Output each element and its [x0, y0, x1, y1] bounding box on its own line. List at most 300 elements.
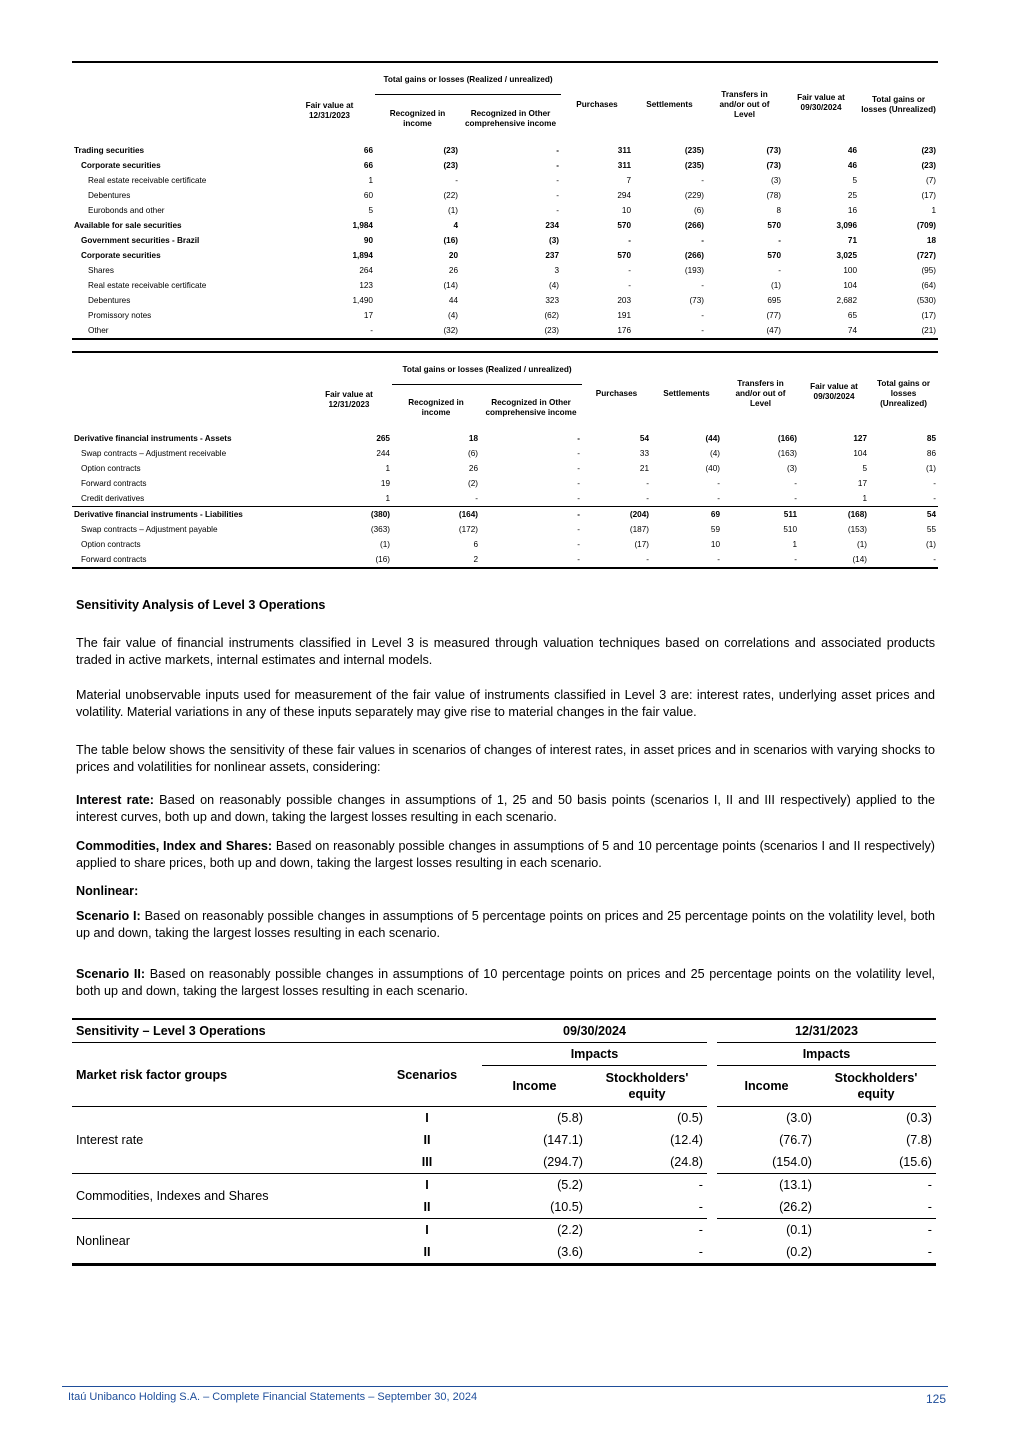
cell-value: (380) [306, 507, 392, 523]
income-current: (5.8) [482, 1107, 587, 1130]
cell-value: 104 [843, 281, 858, 290]
cell-value: - [633, 323, 706, 339]
level3-derivatives-table [72, 351, 938, 569]
row-label: Forward contracts [81, 479, 147, 488]
cell-value: 6 [473, 540, 478, 549]
scenario-label: II [372, 1241, 482, 1265]
table-row [72, 233, 938, 248]
table2-body [72, 431, 938, 568]
header-gains-group: Total gains or losses (Realized / unrealized) [375, 62, 561, 95]
cell-value: - [794, 494, 798, 503]
row-label: Available for sale securities [74, 221, 182, 230]
cell-value: (168) [799, 507, 869, 523]
cell-value: 10 [710, 540, 721, 549]
gap [707, 1107, 717, 1130]
cell-value: 323 [545, 296, 560, 305]
income-prior: (0.2) [717, 1241, 816, 1265]
cell-value: 264 [359, 266, 373, 275]
risk-group-label: Interest rate [72, 1107, 372, 1174]
row-label: Debentures [88, 296, 131, 305]
cell-value: 85 [926, 434, 937, 443]
cell-value: 1 [862, 494, 868, 503]
cell-value: 127 [853, 434, 868, 443]
equity-prior: (7.8) [906, 1133, 932, 1147]
cell-value: (4) [710, 449, 721, 458]
row-label: Derivative financial instruments - Assets [74, 434, 232, 443]
level3-securities-table [72, 61, 938, 340]
cell-value: 16 [847, 206, 858, 215]
table-row [72, 552, 938, 568]
text-scenario-2: Based on reasonably possible changes in assumptions of 10 percentage points on prices and 25 percentage points on the volatility level, both up and down, taking the largest losses resulting in each scenario. [76, 967, 936, 998]
gap [707, 1043, 717, 1066]
cell-value: (17) [921, 311, 937, 320]
equity-current: - [698, 1200, 703, 1214]
cell-value: - [582, 552, 651, 568]
cell-value: 3,096 [836, 221, 858, 230]
row-label: Option contracts [81, 540, 141, 549]
cell-value: (187) [629, 525, 650, 534]
cell-value: 570 [767, 221, 782, 230]
cell-value: 33 [639, 449, 650, 458]
cell-value: (4) [549, 281, 560, 290]
cell-value: - [869, 552, 938, 568]
scenario-label: III [421, 1155, 433, 1169]
gap [707, 1196, 717, 1219]
table-row [72, 476, 938, 491]
table-row [72, 188, 938, 203]
income-current-header: Income [482, 1066, 587, 1107]
label-scenario-1: Scenario I: [76, 909, 141, 923]
cell-value: (363) [370, 525, 390, 534]
cell-value: - [577, 434, 581, 443]
table1-body [72, 143, 938, 339]
risk-group-label: Commodities, Indexes and Shares [72, 1174, 372, 1219]
equity-current: - [587, 1219, 707, 1242]
cell-value: 69 [651, 507, 722, 523]
header-fv-start: Fair value at 12/31/2023 [284, 62, 375, 143]
row-label: Forward contracts [72, 552, 306, 568]
cell-value: - [794, 479, 798, 488]
cell-value: - [778, 266, 782, 275]
cell-value: - [577, 449, 581, 458]
paragraph-interest-rate [76, 792, 935, 826]
cell-value: (47) [706, 323, 783, 339]
cell-value: 3,025 [836, 251, 858, 260]
cell-value: - [651, 552, 722, 568]
header-blank [72, 62, 284, 143]
risk-group-label: Nonlinear [72, 1219, 372, 1265]
cell-value: (16) [306, 552, 392, 568]
cell-value: (23) [443, 161, 458, 170]
row-label: Trading securities [74, 146, 145, 155]
equity-current: - [587, 1241, 707, 1265]
cell-value: (4) [447, 311, 458, 320]
cell-value: 5 [862, 464, 868, 473]
income-current: (2.2) [482, 1219, 587, 1242]
cell-value: (1) [857, 540, 868, 549]
cell-value: 46 [847, 161, 858, 170]
scenario-label: II [423, 1200, 431, 1214]
cell-value: 234 [545, 221, 560, 230]
cell-value: (727) [916, 251, 937, 260]
cell-value: - [628, 236, 632, 245]
equity-current: - [587, 1174, 707, 1197]
cell-value: (1) [771, 281, 782, 290]
cell-value: 4 [453, 221, 458, 230]
label-nonlinear: Nonlinear: [76, 884, 139, 898]
cell-value: 59 [710, 525, 721, 534]
row-label: Real estate receivable certificate [88, 281, 207, 290]
cell-value: (62) [544, 311, 560, 320]
cell-value: 54 [869, 507, 938, 523]
scenario-label: I [372, 1107, 482, 1130]
header-fv-end: Fair value at 09/30/2024 [783, 62, 859, 143]
gap [707, 1019, 717, 1043]
cell-value: 1 [385, 464, 390, 473]
cell-value: (7) [926, 176, 937, 185]
header-recognized-income: Recognized in income [408, 398, 464, 417]
market-risk-header: Market risk factor groups [76, 1067, 228, 1082]
table-row [72, 491, 938, 507]
cell-value: (14) [799, 552, 869, 568]
paragraph-2: Material unobservable inputs used for measurement of the fair value of instruments classified in Level 3 are: interest rates, underlying asset prices and volatility. Material variations in any of these inputs separately may give rise to material changes in the fair value. [76, 688, 935, 719]
paragraph-3: The table below shows the sensitivity of these fair values in scenarios of changes of interest rates, in asset prices and in scenarios with varying shocks to prices and volatilities for nonlinear assets, considering: [76, 743, 935, 774]
label-scenario-2: Scenario II: [76, 967, 146, 981]
table-row [72, 507, 938, 523]
cell-value: 176 [561, 323, 633, 339]
cell-value: 123 [359, 281, 373, 290]
paragraph-commodities [76, 838, 935, 872]
cell-value: - [628, 266, 632, 275]
cell-value: 19 [380, 479, 390, 488]
row-label: Promissory notes [88, 311, 152, 320]
cell-value: (235) [684, 146, 705, 155]
row-label: Other [72, 323, 284, 339]
cell-value: - [455, 176, 458, 185]
cell-value: (16) [443, 236, 458, 245]
gap [707, 1241, 717, 1265]
cell-value: 570 [767, 251, 782, 260]
income-prior: (76.7) [779, 1133, 812, 1147]
impacts-current: Impacts [482, 1043, 707, 1066]
sensitivity-table [72, 1018, 936, 1266]
cell-value: 203 [617, 296, 632, 305]
cell-value: (32) [375, 323, 460, 339]
cell-value: (23) [443, 146, 458, 155]
header-settlements: Settlements [651, 352, 722, 431]
cell-value: (44) [705, 434, 721, 443]
cell-value: 2,682 [836, 296, 858, 305]
cell-value: - [933, 479, 937, 488]
table-row [72, 293, 938, 308]
cell-value: 511 [722, 507, 799, 523]
gap [707, 1066, 717, 1107]
cell-value: (23) [921, 161, 937, 170]
cell-value: - [556, 191, 560, 200]
cell-value: (17) [921, 191, 937, 200]
cell-value: 54 [639, 434, 650, 443]
date-current: 09/30/2024 [482, 1019, 707, 1043]
cell-value: (3) [771, 176, 782, 185]
cell-value: - [717, 494, 721, 503]
cell-value: 1 [792, 540, 798, 549]
cell-value: (6) [467, 449, 478, 458]
cell-value: 71 [847, 236, 858, 245]
sensitivity-title: Sensitivity – Level 3 Operations [72, 1019, 482, 1043]
cell-value: 510 [783, 525, 798, 534]
cell-value: - [701, 311, 705, 320]
cell-value: - [701, 176, 705, 185]
cell-value: 7 [626, 176, 632, 185]
section-heading: Sensitivity Analysis of Level 3 Operations [76, 598, 326, 612]
header-transfers: Transfers in and/or out of Level [722, 352, 799, 431]
cell-value: (73) [766, 161, 782, 170]
table-row [72, 308, 938, 323]
sensitivity-body [72, 1107, 936, 1265]
equity-prior: - [816, 1241, 936, 1265]
cell-value: (1) [926, 464, 937, 473]
cell-value: 1 [931, 206, 937, 215]
cell-value: 10 [621, 206, 632, 215]
cell-value: (1) [926, 540, 937, 549]
paragraph-1: The fair value of financial instruments classified in Level 3 is measured through valuation techniques based on correlations and associated products traded in active markets, internal estimates and internal models. [76, 636, 935, 667]
table-row [72, 1174, 936, 1197]
cell-value: 17 [857, 479, 868, 488]
cell-value: 21 [639, 464, 650, 473]
header-total-gains: Total gains or losses (Unrealized) [859, 62, 938, 143]
cell-value: 86 [926, 449, 937, 458]
row-label: Credit derivatives [81, 494, 145, 503]
table-row [72, 263, 938, 278]
cell-value: (153) [847, 525, 868, 534]
cell-value: (73) [689, 296, 705, 305]
cell-value: (166) [777, 434, 798, 443]
table-row [72, 278, 938, 293]
income-prior: (0.1) [717, 1219, 816, 1242]
scenario-label: II [423, 1133, 431, 1147]
equity-current-header: Stockholders' equity [587, 1066, 707, 1107]
cell-value: 60 [363, 191, 373, 200]
cell-value: - [646, 494, 650, 503]
income-current: (5.2) [482, 1174, 587, 1197]
cell-value: (17) [634, 540, 650, 549]
cell-value: 1 [368, 176, 373, 185]
header-transfers: Transfers in and/or out of Level [706, 62, 783, 143]
cell-value: (204) [582, 507, 651, 523]
cell-value: - [556, 146, 560, 155]
cell-value: 191 [617, 311, 632, 320]
equity-prior: (15.6) [899, 1155, 932, 1169]
cell-value: 265 [376, 434, 390, 443]
row-label: Eurobonds and other [88, 206, 165, 215]
cell-value: (14) [443, 281, 458, 290]
table-row [72, 461, 938, 476]
income-current: (294.7) [543, 1155, 583, 1169]
cell-value: - [556, 206, 560, 215]
cell-value: (193) [684, 266, 705, 275]
income-current: (10.5) [550, 1200, 583, 1214]
text-commodities: Based on reasonably possible changes in assumptions of 5 and 10 percentage points (scenarios I and II respectively) applied to share prices, both up and down, taking the largest losses resulting in each scenario. [76, 839, 935, 870]
row-label: Corporate securities [81, 251, 161, 260]
cell-value: 237 [545, 251, 560, 260]
header-recognized-oci: Recognized in Other comprehensive income [485, 398, 577, 417]
equity-current: (24.8) [670, 1155, 703, 1169]
equity-prior: - [927, 1200, 932, 1214]
row-label: Option contracts [81, 464, 141, 473]
equity-current: (12.4) [670, 1133, 703, 1147]
cell-value: (3) [549, 236, 560, 245]
label-interest-rate: Interest rate: [76, 793, 154, 807]
cell-value: - [480, 552, 582, 568]
cell-value: (64) [921, 281, 937, 290]
scenario-label: I [372, 1174, 482, 1197]
cell-value: - [577, 540, 581, 549]
table-row [72, 158, 938, 173]
cell-value: (530) [916, 296, 937, 305]
equity-prior: - [816, 1219, 936, 1242]
text-scenario-1: Based on reasonably possible changes in assumptions of 5 percentage points on prices and 25 percentage points on the volatility level, both up and down, taking the largest losses resulting in each scenario. [76, 909, 936, 940]
cell-value: 65 [847, 311, 858, 320]
equity-prior: (0.3) [816, 1107, 936, 1130]
cell-value: - [646, 479, 650, 488]
cell-value: 66 [363, 161, 373, 170]
cell-value: (78) [766, 191, 782, 200]
cell-value: - [717, 479, 721, 488]
table-row [72, 218, 938, 233]
cell-value: 46 [847, 146, 858, 155]
gap [707, 1219, 717, 1242]
cell-value: 26 [448, 266, 458, 275]
cell-value: 244 [376, 449, 390, 458]
cell-value: (266) [684, 221, 705, 230]
paragraph-scenario-1 [76, 908, 935, 942]
cell-value: 570 [617, 221, 632, 230]
cell-value: 3 [554, 266, 560, 275]
cell-value: (95) [921, 266, 937, 275]
income-prior-header: Income [717, 1066, 816, 1107]
cell-value: 294 [617, 191, 632, 200]
cell-value: 74 [783, 323, 859, 339]
table-row [72, 323, 938, 339]
header-fv-end: Fair value at 09/30/2024 [799, 352, 869, 431]
cell-value: - [722, 552, 799, 568]
date-prior: 12/31/2023 [717, 1019, 936, 1043]
header-fv-start: Fair value at 12/31/2023 [306, 352, 392, 431]
cell-value: 570 [617, 251, 632, 260]
paragraph-scenario-2 [76, 966, 935, 1000]
row-label: Corporate securities [81, 161, 161, 170]
table-row [72, 248, 938, 263]
impacts-prior: Impacts [717, 1043, 936, 1066]
cell-value: (40) [705, 464, 721, 473]
page-number: 125 [925, 1392, 946, 1406]
cell-value: - [701, 236, 705, 245]
cell-value: 18 [926, 236, 937, 245]
cell-value: (3) [787, 464, 798, 473]
footer-rule [62, 1386, 948, 1387]
paragraph-nonlinear [76, 883, 935, 900]
gap [707, 1129, 717, 1151]
cell-value: (6) [694, 206, 705, 215]
cell-value: 5 [852, 176, 858, 185]
cell-value: - [480, 507, 582, 523]
cell-value: - [577, 464, 581, 473]
equity-prior-header: Stockholders' equity [816, 1066, 936, 1107]
cell-value: - [701, 281, 705, 290]
row-label: Shares [88, 266, 114, 275]
table-row [72, 537, 938, 552]
table-row [72, 203, 938, 218]
cell-value: (73) [766, 146, 782, 155]
table-row [72, 173, 938, 188]
label-commodities: Commodities, Index and Shares: [76, 839, 273, 853]
row-label: Swap contracts – Adjustment payable [81, 525, 218, 534]
cell-value: (22) [443, 191, 458, 200]
header-gains-group: Total gains or losses (Realized / unrealized) [392, 352, 582, 385]
income-current: (147.1) [543, 1133, 583, 1147]
income-prior: (26.2) [779, 1200, 812, 1214]
row-label: Swap contracts – Adjustment receivable [81, 449, 227, 458]
row-label: Derivative financial instruments - Liabilities [72, 507, 306, 523]
table-row [72, 143, 938, 158]
cell-value: (1) [447, 206, 458, 215]
cell-value: 90 [363, 236, 373, 245]
equity-current: (0.5) [587, 1107, 707, 1130]
cell-value: (21) [859, 323, 938, 339]
gap [707, 1151, 717, 1174]
cell-value: 55 [926, 525, 937, 534]
header-recognized-oci: Recognized in Other comprehensive income [465, 109, 557, 128]
cell-value: - [577, 479, 581, 488]
cell-value: 8 [776, 206, 782, 215]
row-label: Real estate receivable certificate [88, 176, 207, 185]
cell-value: - [577, 494, 581, 503]
cell-value: (164) [392, 507, 480, 523]
cell-value: 17 [363, 311, 373, 320]
cell-value: (163) [777, 449, 798, 458]
cell-value: 25 [847, 191, 858, 200]
cell-value: (23) [921, 146, 937, 155]
cell-value: 26 [468, 464, 478, 473]
cell-value: 20 [448, 251, 458, 260]
table-row [72, 1219, 936, 1242]
scenario-label: I [372, 1219, 482, 1242]
row-label: Government securities - Brazil [81, 236, 200, 245]
cell-value: 44 [448, 296, 458, 305]
cell-value: (1) [379, 540, 390, 549]
income-current: (3.6) [482, 1241, 587, 1265]
cell-value: - [475, 494, 478, 503]
income-prior: (13.1) [717, 1174, 816, 1197]
cell-value: 311 [617, 161, 632, 170]
table-row [72, 431, 938, 446]
cell-value: (23) [460, 323, 561, 339]
header-purchases: Purchases [561, 62, 633, 143]
gap [707, 1174, 717, 1197]
cell-value: 66 [363, 146, 373, 155]
table-row [72, 1107, 936, 1130]
table-row [72, 446, 938, 461]
header-blank [72, 352, 306, 431]
header-recognized-income: Recognized in income [389, 109, 446, 128]
cell-value: (709) [916, 221, 937, 230]
equity-prior: - [816, 1174, 936, 1197]
cell-value: - [577, 525, 581, 534]
cell-value: 695 [767, 296, 782, 305]
cell-value: - [556, 176, 560, 185]
text-interest-rate: Based on reasonably possible changes in assumptions of 1, 25 and 50 basis points (scenarios I, II and III respectively) applied to the interest curves, both up and down, taking the largest losses resulting in each scenario. [76, 793, 935, 824]
scenarios-header: Scenarios [396, 1067, 458, 1082]
